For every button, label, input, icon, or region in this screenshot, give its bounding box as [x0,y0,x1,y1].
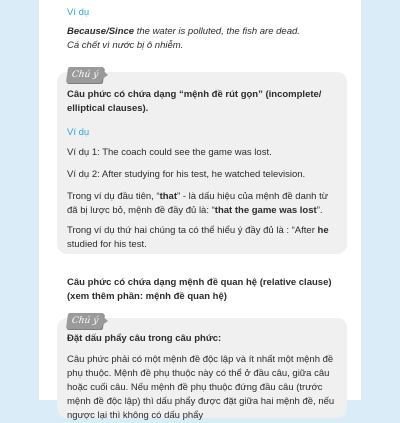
example-label: Ví dụ [67,7,90,18]
text-run-bold: he [317,225,329,236]
note-label: Chú ý [66,67,104,83]
text-run-bold: that [159,191,178,202]
text-run-bold: that the game was lost [214,205,317,216]
text-run: Trong ví dụ thứ hai chúng ta có thể hiểu ý đầy đủ là : “After [67,225,318,236]
relative-clause-section [67,276,335,304]
section-heading: Câu phức có chứa dạng mệnh đề quan hệ (relative clause) (xem thêm phần: mệnh đề quan hệ) [67,277,332,302]
note-label: Chú ý [66,313,104,329]
text-run: ” - là dấu hiệu của mệnh đề danh từ đã bị lược bỏ, mệnh đề đầy đủ là: “ [67,191,329,216]
note-heading: Đặt dấu phẩy câu trong câu phức: [67,333,222,344]
note-heading: Câu phức có chứa dạng “mệnh đề rút gọn” (incomplete/ elliptical clauses). [67,89,322,114]
document-page [39,0,361,421]
example-sentence [67,25,335,39]
text-run: studied for his test. [67,239,147,250]
example-connector: Because/Since [67,26,135,37]
example-1: Ví dụ 1: The coach could see the game was lost. [67,147,272,158]
text-run: ”. [316,205,323,216]
example-translation: Cá chết vì nước bị ô nhiễm. [67,40,184,51]
example-2: Ví dụ 2: After studying for his test, he watched television. [67,169,306,180]
note-box-comma [57,316,347,421]
explanation-paragraph-2 [67,224,335,252]
explanation [67,190,335,252]
top-example [67,6,335,53]
example-sentence-rest: the water is polluted, the fish are dead. [134,26,300,37]
note-body: Câu phức phải có một mệnh đề độc lập và ít nhất một mệnh đề phụ thuộc. Mệnh đề phụ thuộc này có thể ở đầu câu, giữa câu hoặc cuối câu. Nếu mệnh đề phụ thuộc đứng đầu câu (trước mệnh đề độc lập) thì dấu phẩy được đặt giữa hai mệnh đề, nếu ngược lại thì không có dấu phẩy [67,354,335,421]
explanation-paragraph-1 [67,190,335,218]
example-label: Ví dụ [67,127,90,138]
text-run: Trong ví dụ đầu tiên, “ [67,191,160,202]
